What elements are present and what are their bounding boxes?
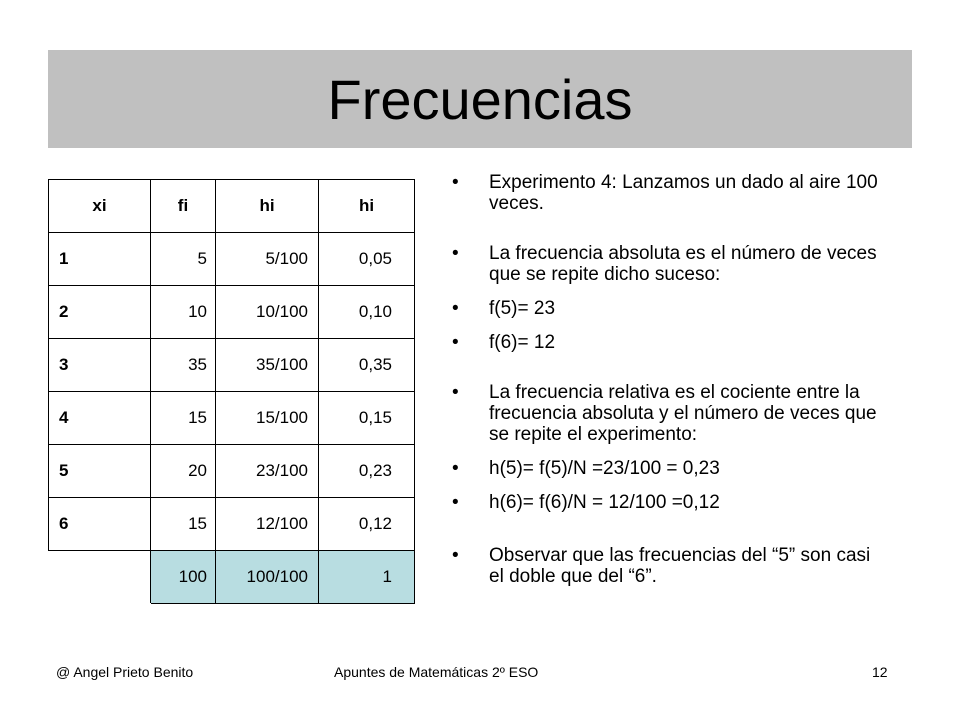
header-fi: fi: [151, 180, 216, 233]
bullet-text: Experimento 4: Lanzamos un dado al aire 100 veces.: [489, 172, 878, 214]
header-xi: xi: [49, 180, 151, 233]
bullet-item: [452, 492, 882, 513]
bullet-dot: •: [452, 545, 459, 566]
cell-hi-fraction: 12/100: [216, 498, 319, 551]
cell-hi-decimal: 0,12: [319, 498, 415, 551]
bullet-item: [452, 458, 882, 479]
cell-total-hi-fraction: 100/100: [216, 551, 319, 604]
cell-xi: 1: [49, 233, 151, 286]
cell-hi-decimal: 0,10: [319, 286, 415, 339]
bullet-item: [452, 243, 882, 285]
bullet-dot: •: [452, 332, 459, 353]
cell-hi-fraction: 10/100: [216, 286, 319, 339]
bullet-dot: •: [452, 172, 459, 193]
cell-fi: 10: [151, 286, 216, 339]
bullet-text: f(5)= 23: [489, 298, 556, 319]
table-row: [49, 233, 415, 286]
cell-xi: 5: [49, 445, 151, 498]
bullet-item: [452, 545, 882, 587]
table-row: [49, 445, 415, 498]
cell-hi-decimal: 0,05: [319, 233, 415, 286]
cell-hi-fraction: 35/100: [216, 339, 319, 392]
bullet-dot: •: [452, 298, 459, 319]
table-row: [49, 339, 415, 392]
cell-xi: 6: [49, 498, 151, 551]
cell-xi: 4: [49, 392, 151, 445]
footer-course: Apuntes de Matemáticas 2º ESO: [334, 664, 539, 680]
cell-xi: 2: [49, 286, 151, 339]
table-row: [49, 286, 415, 339]
cell-hi-decimal: 0,23: [319, 445, 415, 498]
bullet-text: La frecuencia relativa es el cociente entre la frecuencia absoluta y el número de veces que se repite el experimento:: [489, 382, 877, 445]
cell-fi: 20: [151, 445, 216, 498]
bullet-dot: •: [452, 458, 459, 479]
cell-xi: 3: [49, 339, 151, 392]
cell-hi-fraction: 15/100: [216, 392, 319, 445]
bullet-dot: •: [452, 492, 459, 513]
cell-total-fi: 100: [151, 551, 216, 604]
bullet-list: [452, 172, 882, 587]
bullet-text: h(5)= f(5)/N =23/100 = 0,23: [489, 458, 720, 479]
footer-author: @ Angel Prieto Benito: [56, 664, 194, 680]
footer-page-number: 12: [872, 664, 888, 680]
cell-hi-fraction: 23/100: [216, 445, 319, 498]
bullet-text: La frecuencia absoluta es el número de veces que se repite dicho suceso:: [489, 243, 877, 285]
cell-hi-decimal: 0,15: [319, 392, 415, 445]
bullet-item: [452, 172, 882, 214]
cell-fi: 35: [151, 339, 216, 392]
bullet-item: [452, 382, 882, 445]
bullet-item: [452, 298, 882, 319]
header-hi-fraction: hi: [216, 180, 319, 233]
bullet-text: h(6)= f(6)/N = 12/100 =0,12: [489, 492, 720, 513]
cell-hi-fraction: 5/100: [216, 233, 319, 286]
slide-title: Frecuencias: [327, 67, 633, 131]
title-bar: [48, 50, 912, 148]
cell-total-hi-decimal: 1: [319, 551, 415, 604]
bullet-dot: •: [452, 243, 459, 264]
table-row: [49, 498, 415, 551]
cell-hi-decimal: 0,35: [319, 339, 415, 392]
cell-total-blank: [49, 551, 151, 604]
cell-fi: 5: [151, 233, 216, 286]
cell-fi: 15: [151, 498, 216, 551]
frequency-table: [48, 179, 415, 604]
table-row: [49, 392, 415, 445]
cell-fi: 15: [151, 392, 216, 445]
bullet-text: f(6)= 12: [489, 332, 556, 353]
bullet-text: Observar que las frecuencias del “5” son casi el doble que del “6”.: [489, 545, 871, 587]
table-total-row: [49, 551, 415, 604]
table-header-row: [49, 180, 415, 233]
header-hi-decimal: hi: [319, 180, 415, 233]
bullet-item: [452, 332, 882, 353]
bullet-dot: •: [452, 382, 459, 403]
